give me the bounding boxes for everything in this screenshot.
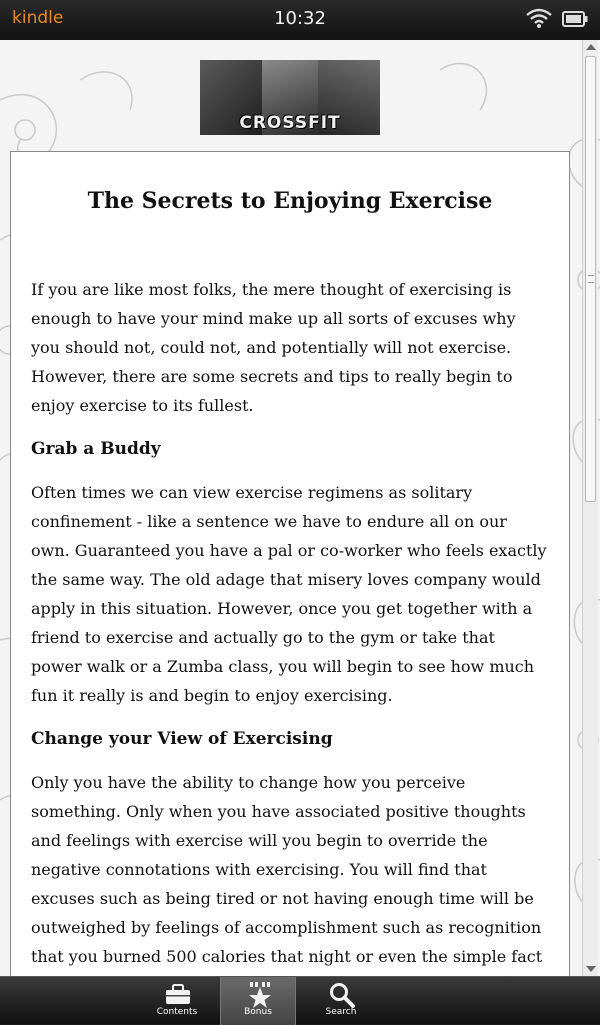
bonus-label: Bonus: [244, 1007, 272, 1017]
section-heading: Grab a Buddy: [31, 439, 161, 459]
scroll-thumb[interactable]: [585, 56, 596, 502]
status-bar: [0, 0, 600, 40]
status-clock: 10:32: [274, 8, 326, 29]
thumb-grip-icon: [588, 275, 594, 283]
bottom-toolbar: [0, 976, 600, 1024]
search-label: Search: [325, 1007, 357, 1017]
section-heading: Change your View of Exercising: [31, 729, 333, 749]
article-title: The Secrets to Enjoying Exercise: [87, 188, 493, 214]
article-content: [10, 151, 570, 991]
article-intro: If you are like most folks, the mere thought of exercising is enough to have your mind make up all sorts of excuses why you should not, could not, and potentially will not exercise. However, there are some secrets and tips to really begin to enjoy exercise to its fullest.: [31, 280, 516, 415]
briefcase-icon: [165, 982, 191, 1006]
bonus-button[interactable]: [220, 977, 296, 1025]
search-icon: [329, 982, 355, 1008]
wifi-icon: [526, 7, 552, 29]
reader-page[interactable]: [0, 40, 600, 976]
scroll-up-arrow-icon[interactable]: [586, 44, 596, 50]
battery-icon: [562, 11, 588, 27]
star-icon: [247, 982, 273, 1008]
contents-button[interactable]: [139, 977, 215, 1025]
contents-label: Contents: [156, 1007, 198, 1017]
section-body: Only you have the ability to change how you perceive something. Only when you have associated positive thoughts and feelings with exercise will you begin to override the negative connotations with exercising. You will find that excuses such as being tired or not having enough time will be outweighed by feelings of accomplishment such as recognition that you burned 500 calories that night or even the simple fact: [31, 773, 543, 966]
search-button[interactable]: [303, 977, 379, 1025]
logo-text: CROSSFIT: [239, 113, 341, 133]
crossfit-logo: [200, 60, 380, 135]
scroll-down-arrow-icon[interactable]: [586, 966, 596, 972]
vertical-scrollbar[interactable]: [582, 40, 598, 976]
kindle-brand: kindle: [12, 8, 64, 28]
section-body: Often times we can view exercise regimens as solitary confinement - like a sentence we have to endure all on our own. Guaranteed you have a pal or co-worker who feels exactly the same way. The old adage that misery loves company would apply in this situation. However, once you get together with a friend to exercise and actually go to the gym or take that power walk or a Zumba class, you will begin to see how much fun it really is and begin to enjoy exercising.: [31, 483, 547, 705]
